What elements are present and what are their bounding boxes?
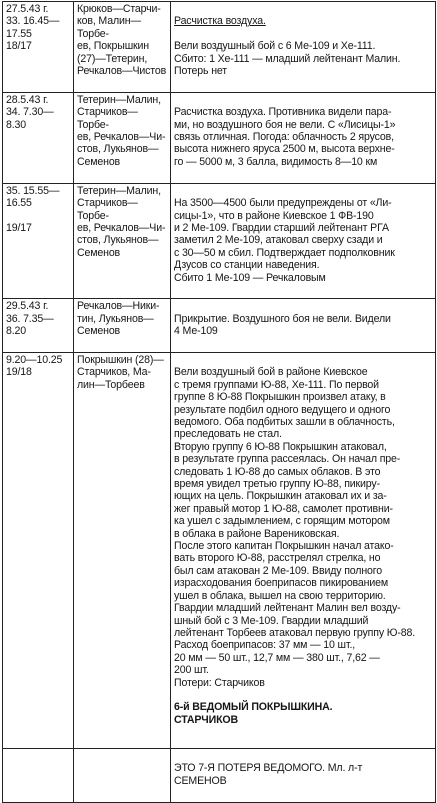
report-text: Расчистка воздуха. [174,15,266,28]
table-row [3,352,436,748]
table-row [3,183,436,299]
pilot-pairs-cell [74,748,171,802]
report-text: Вели воздушный бой в районе Киевское с тремя группами Ю-88, Хе-111. По первой группе 8 Ю-88 Покрышкин произвел атаку, в результате подбил одного ведущего и одного ведомого. Оба подбитых зашли в облачность, преследовать не стал. Вторую группу 6 Ю-88 Покрышкин атаковал, в результате группа рассеялась. Он начал пре- следовать 1 Ю-88 до самых облаков. В это время увидел третью группу Ю-88, пикиру- ющих на цель. Покрышкин атаковал их и за- жег правый мотор 1 Ю-88, самолет противни- ка ушел с задымлением, с горящим мотором в облака в районе Варениковская. После этого капитан Покрышкин начал атако- вать второго Ю-88, расстрелял стрелка, но был сам атакован 2 Ме-109. Ввиду полного израсходования боеприпасов пикированием ушел в облака, вышел на свою территорию. Гвардии младший лейтенант Малин вел возду- шный бой с 3 Ме-109. Гвардии младший лейтенант Торбеев атаковал первую группу Ю-88. Расход боеприпасов: 37 мм — 10 шт., 20 мм — 50 шт., 12,7 мм — 380 шт., 7,62 — 200 шт. Потери: Старчиков [174,366,415,689]
report-cell [171,299,436,353]
sortie-time-cell: 9.20—10.25 19/18 [3,352,74,748]
table-row [3,92,436,183]
pilot-pairs-cell: Покрышкин (28)— Старчиков, Ма- лин—Торбеев [74,352,171,748]
report-cell [171,748,436,802]
pilot-pairs-cell: Крюков—Старчи- ков, Малин—Торбе- ев, Покрышкин (27)—Тетерин, Речкалов—Чистов [74,2,171,93]
combat-log-table [2,1,436,803]
sortie-time-cell: 28.5.43 г. 34. 7.30— 8.30 [3,92,74,183]
sortie-time-cell: 35. 15.55— 16.55 19/17 [3,183,74,299]
report-cell [171,352,436,748]
loss-note-bold: 6-й ВЕДОМЫЙ ПОКРЫШКИНА. СТАРЧИКОВ [174,701,333,726]
pilot-pairs-cell: Речкалов—Ники- тин, Лукьянов— Семенов [74,299,171,353]
report-cell [171,2,436,93]
table-row [3,299,436,353]
pilot-pairs-cell: Тетерин—Малин, Старчиков—Торбе- ев, Речкалов—Чи- стов, Лукьянов— Семенов [74,92,171,183]
report-text: Вели воздушный бой с 6 Ме-109 и Хе-111. Сбито: 1 Хе-111 — младший лейтенант Малин. Потерь нет [174,40,401,78]
report-text: Прикрытие. Воздушного боя не вели. Видели 4 Ме-109 [174,312,391,338]
report-text: ЭТО 7-Я ПОТЕРЯ ВЕДОМОГО. Мл. л-т СЕМЕНОВ [174,762,363,787]
pilot-pairs-cell: Тетерин—Малин, Старчиков—Торбе- ев, Речкалов—Чи- стов, Лукьянов— Семенов [74,183,171,299]
sortie-time-cell: 29.5.43 г. 36. 7.35— 8.20 [3,299,74,353]
sortie-time-cell [3,748,74,802]
sortie-time-cell: 27.5.43 г. 33. 16.45— 17.55 18/17 [3,2,74,93]
report-cell [171,92,436,183]
table-row [3,2,436,93]
report-text: Расчистка воздуха. Противника видели пара- ми, но воздушного боя не вели. С «Лисицы-1» связь отличная. Погода: облачность 2 ярусов, высота нижнего яруса 2500 м, высота верхне- го — 5000 м, 3 балла, видимость 8—10 км [174,106,396,168]
table-row [3,748,436,802]
report-text: На 3500—4500 были предупреждены от «Ли- сицы-1», что в районе Киевское 1 ФВ-190 и 2 Ме-109. Гвардии старший лейтенант РГА заметил 2 Ме-109, атаковал сверху сзади и с 30—50 м сбил. Подтверждает подполковник Дзусов со станции наведения. Сбито 1 Ме-109 — Речкаловым [174,197,395,284]
report-cell [171,183,436,299]
